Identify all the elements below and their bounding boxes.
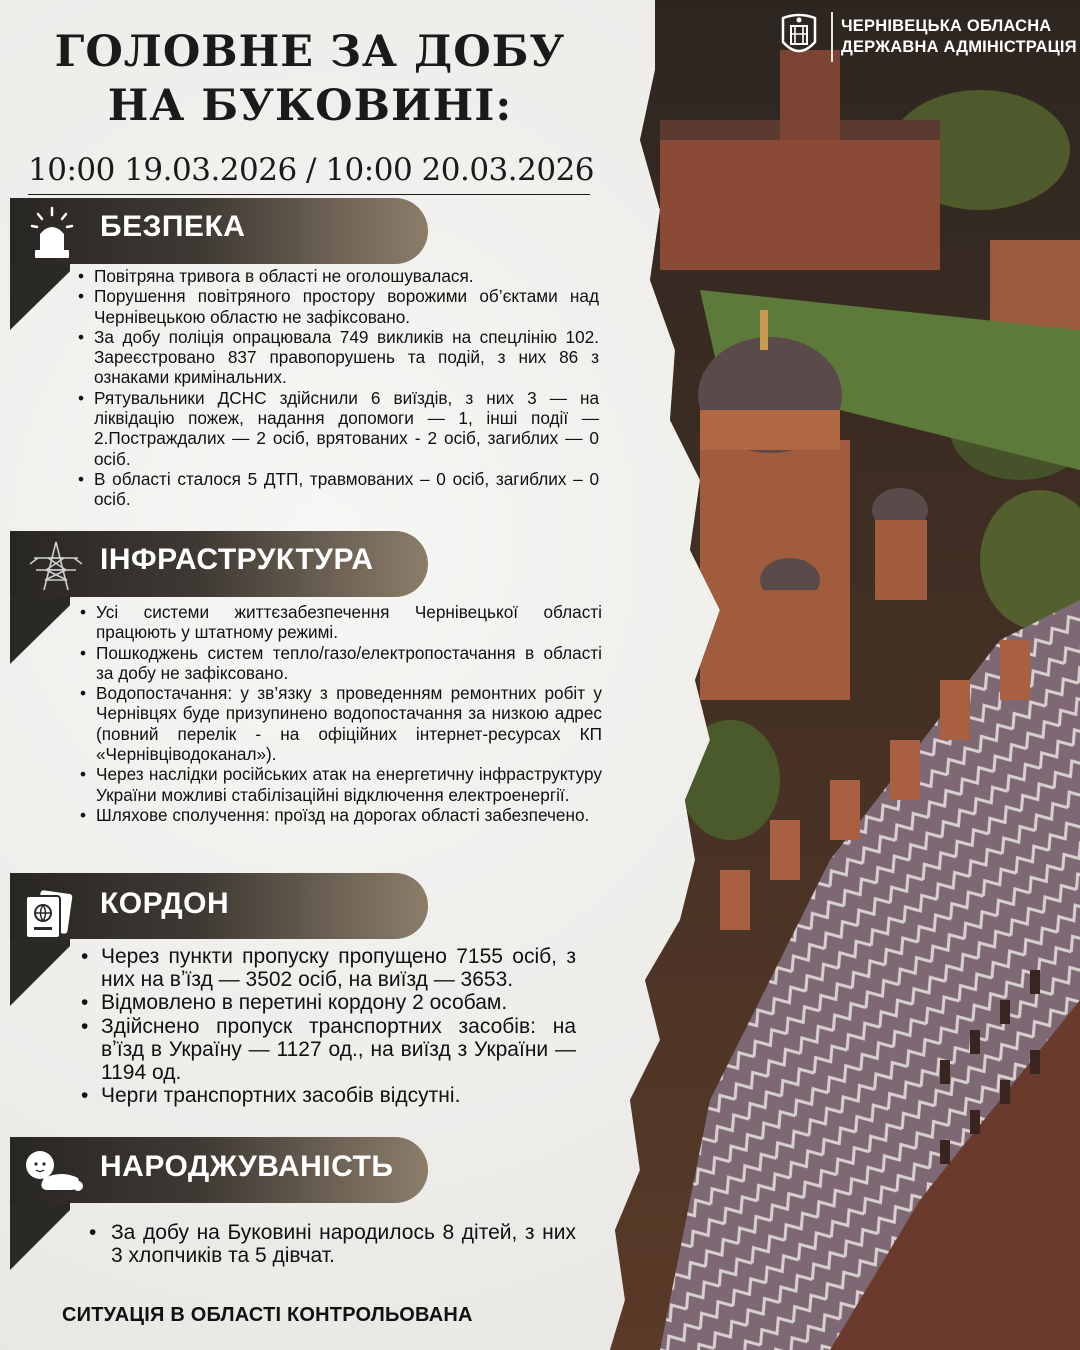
date-range: 10:00 19.03.2026 / 10:00 20.03.2026 [28,152,590,195]
security-list [94,266,599,510]
list-item: • За добу на Буковині народилось 8 дітей, з них 3 хлопчиків та 5 дівчат. [111,1221,576,1267]
power-tower-icon [30,540,82,597]
logo-separator [831,12,833,62]
baby-icon [22,1148,84,1199]
logo-text [841,16,1077,58]
list-item: • Шляхове сполучення: проїзд на дорогах області забезпечено. [96,805,602,825]
section-title-births: НАРОДЖУВАНІСТЬ [100,1150,394,1183]
list-item: • Через пункти пропуску пропущено 7155 осіб, з них на вʼїзд — 3502 осіб, на виїзд — 3653. [101,945,576,991]
footer-statement: СИТУАЦІЯ В ОБЛАСТІ КОНТРОЛЬОВАНА [62,1304,473,1326]
title-line-2: НА БУКОВИНІ: [107,81,513,131]
list-item: • Через наслідки російських атак на енергетичну інфраструктуру України можливі стабілізаційні відключення електроенергії. [96,764,602,805]
infrastructure-list [96,602,602,825]
list-item: • Повітряна тривога в області не оголошувалася. [94,266,599,286]
births-list [111,1221,576,1267]
list-item: • Черги транспортних засобів відсутні. [101,1084,576,1107]
section-title-infrastructure: ІНФРАСТРУКТУРА [100,543,374,576]
list-item: • В області сталося 5 ДТП, травмованих – 0 осіб, загиблих – 0 осіб. [94,469,599,510]
list-item: • Пошкоджень систем тепло/газо/електропостачання в області за добу не зафіксовано. [96,643,602,684]
border-list [101,945,576,1107]
photo-illustration [600,0,1080,1350]
title-line-1: ГОЛОВНЕ ЗА ДОБУ [54,27,566,77]
passport-icon [24,888,74,945]
oda-logo [775,12,1075,62]
list-item: • Порушення повітряного простору ворожими об’єктами над Чернівецькою областю не зафіксовано. [94,286,599,327]
coat-of-arms-icon [775,12,823,62]
list-item: • Усі системи життєзабезпечення Чернівецької області працюють у штатному режимі. [96,602,602,643]
list-item: • За добу поліція опрацювала 749 викликів на спецлінію 102. Зареєстровано 837 правопорушень та подій, з них 86 з ознаками кримінальних. [94,327,599,388]
list-item: • Рятувальники ДСНС здійснили 6 виїздів, з них 3 — на ліквідацію пожеж, надання допомоги — 1, інші події — 2.Постраждалих — 2 осіб, врятованих - 2 осіб, загиблих — 0 осіб. [94,388,599,469]
list-item: • Відмовлено в перетині кордону 2 особам. [101,991,576,1014]
section-title-security: БЕЗПЕКА [100,210,246,243]
page-title [0,25,620,133]
logo-line-2: ДЕРЖАВНА АДМІНІСТРАЦІЯ [841,38,1077,56]
section-title-border: КОРДОН [100,887,230,920]
logo-line-1: ЧЕРНІВЕЦЬКА ОБЛАСНА [841,17,1052,35]
siren-icon [30,206,74,265]
list-item: • Водопостачання: у зв’язку з проведенням ремонтних робіт у Чернівцях буде призупинено водопостачання за низкою адрес (повний перелік - на офіційних інтернет-ресурсах КП «Чернівціводоканал»). [96,683,602,764]
university-aerial-photo [600,0,1080,1350]
list-item: • Здійснено пропуск транспортних засобів: на вʼїзд в Україну — 1127 од., на виїзд з України — 1194 од. [101,1015,576,1085]
